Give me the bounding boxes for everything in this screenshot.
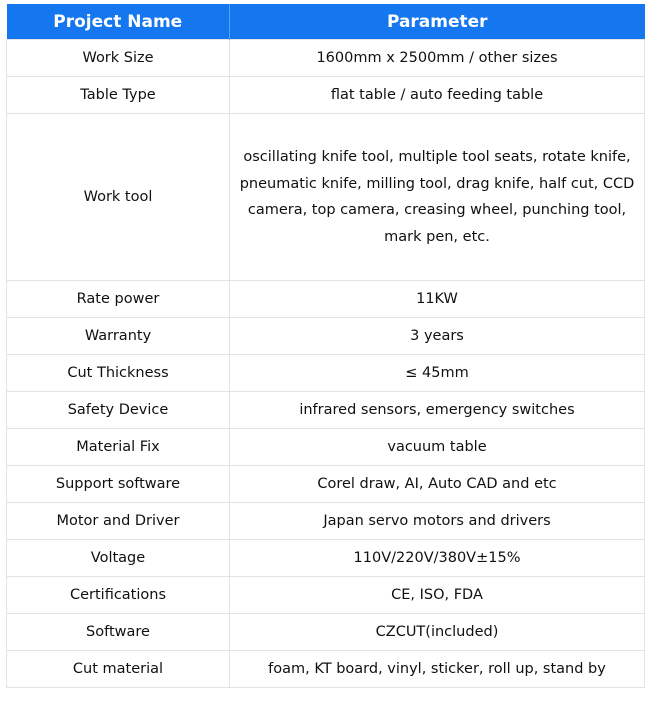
header-project-name: Project Name [7, 4, 230, 40]
row-value: Corel draw, AI, Auto CAD and etc [230, 466, 645, 503]
table-row [7, 355, 645, 392]
row-label: Table Type [7, 77, 230, 114]
table-row [7, 40, 645, 77]
row-value: oscillating knife tool, multiple tool seats, rotate knife, pneumatic knife, milling tool, drag knife, half cut, CCD camera, top camera, creasing wheel, punching tool, mark pen, etc. [230, 114, 645, 281]
row-label: Voltage [7, 540, 230, 577]
row-label: Motor and Driver [7, 503, 230, 540]
table-row [7, 503, 645, 540]
table-row [7, 577, 645, 614]
row-label: Material Fix [7, 429, 230, 466]
row-value: 3 years [230, 318, 645, 355]
table-row [7, 429, 645, 466]
table-row [7, 651, 645, 688]
table-row [7, 392, 645, 429]
row-label: Rate power [7, 281, 230, 318]
table-row [7, 614, 645, 651]
table-row [7, 114, 645, 281]
row-label: Certifications [7, 577, 230, 614]
table-row [7, 318, 645, 355]
row-label: Safety Device [7, 392, 230, 429]
row-value: 110V/220V/380V±15% [230, 540, 645, 577]
table-row [7, 77, 645, 114]
row-label: Support software [7, 466, 230, 503]
row-value: infrared sensors, emergency switches [230, 392, 645, 429]
row-value: foam, KT board, vinyl, sticker, roll up, stand by [230, 651, 645, 688]
row-label: Warranty [7, 318, 230, 355]
table-row [7, 540, 645, 577]
table-row [7, 281, 645, 318]
row-label: Work Size [7, 40, 230, 77]
row-value: CZCUT(included) [230, 614, 645, 651]
spec-table [6, 4, 645, 688]
row-value: flat table / auto feeding table [230, 77, 645, 114]
header-row [7, 4, 645, 40]
row-value: CE, ISO, FDA [230, 577, 645, 614]
row-label: Cut Thickness [7, 355, 230, 392]
table-row [7, 466, 645, 503]
row-value: 1600mm x 2500mm / other sizes [230, 40, 645, 77]
row-value: 11KW [230, 281, 645, 318]
header-parameter: Parameter [230, 4, 645, 40]
row-label: Work tool [7, 114, 230, 281]
row-value: ≤ 45mm [230, 355, 645, 392]
row-label: Software [7, 614, 230, 651]
row-label: Cut material [7, 651, 230, 688]
row-value: Japan servo motors and drivers [230, 503, 645, 540]
row-value: vacuum table [230, 429, 645, 466]
